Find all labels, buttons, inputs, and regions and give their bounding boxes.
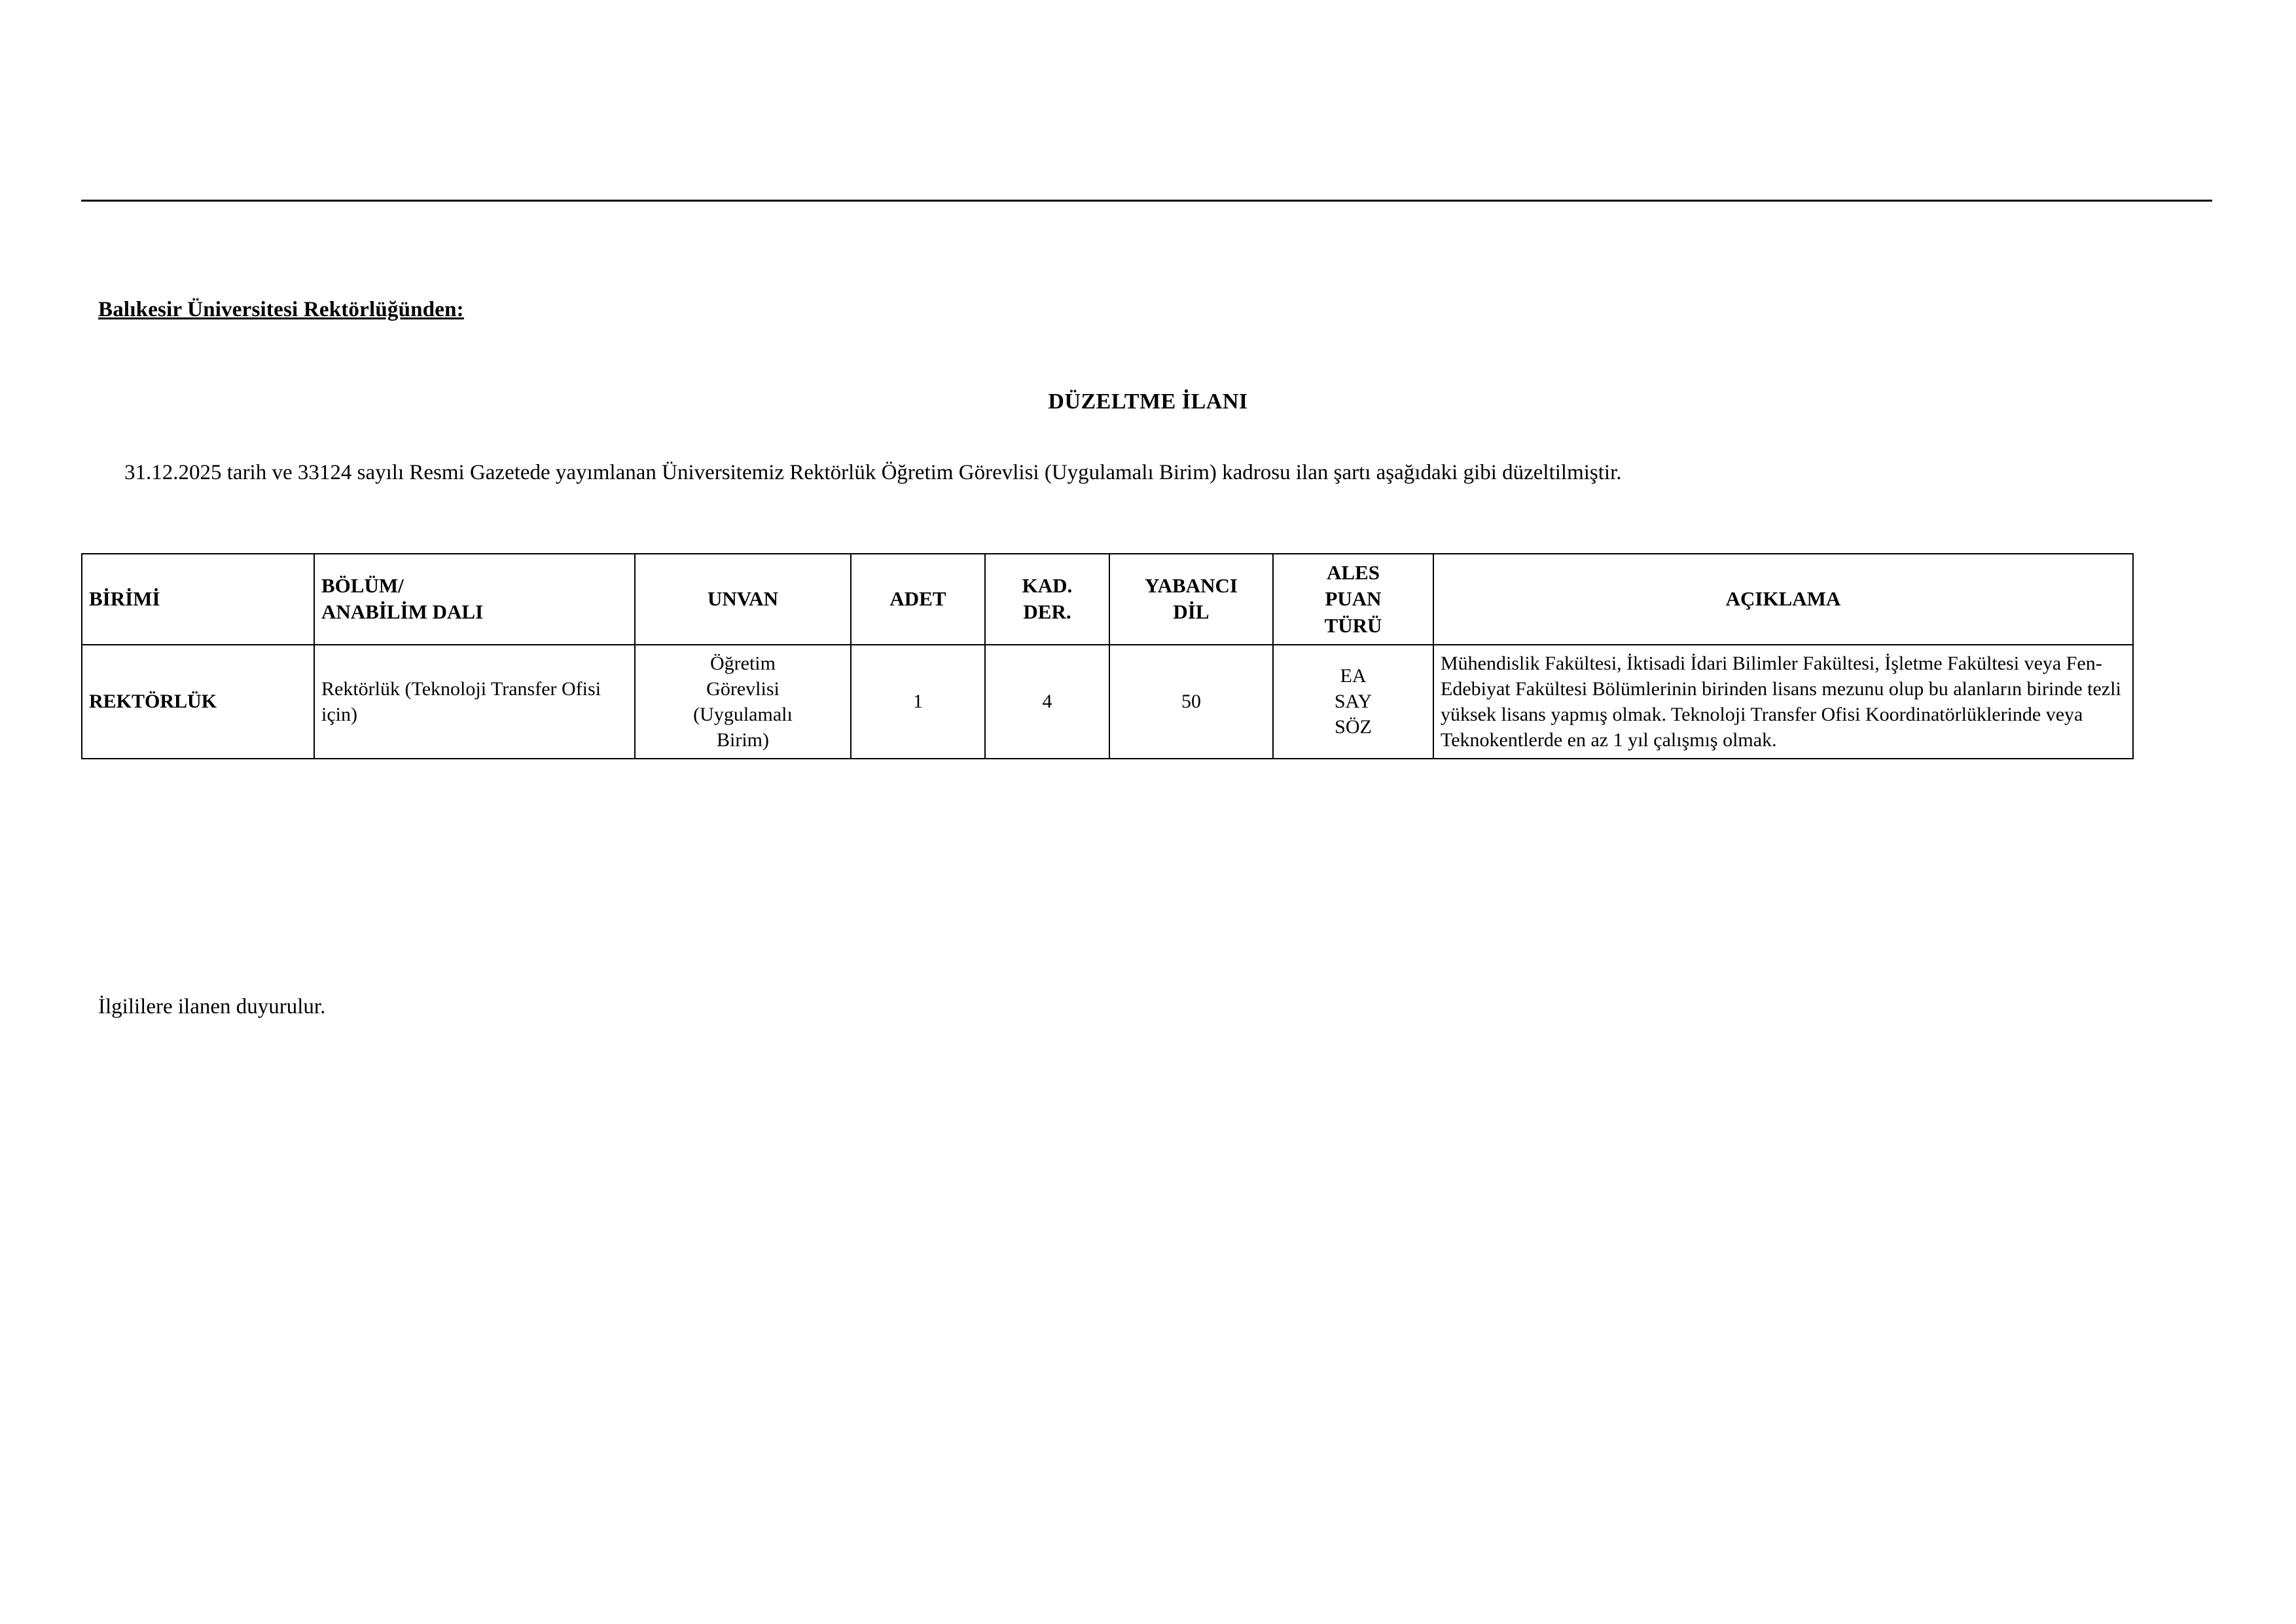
cell-birimi: REKTÖRLÜK — [82, 645, 314, 759]
table-row — [82, 645, 2133, 759]
column-header-ales-puan-turu — [1273, 554, 1433, 645]
cell-adet: 1 — [851, 645, 985, 759]
column-header-yabanci-dil — [1109, 554, 1273, 645]
column-header-unvan: UNVAN — [635, 554, 851, 645]
intro-paragraph: 31.12.2025 tarih ve 33124 sayılı Resmi Gazetede yayımlanan Üniversitemiz Rektörlük Öğretim Görevlisi (Uygulamalı Birim) kadrosu ilan şartı aşağıdaki gibi düzeltilmiştir. — [124, 461, 1622, 484]
header-divider — [81, 200, 2212, 202]
column-header-bolum — [314, 554, 635, 645]
column-header-ales-line3: TÜRÜ — [1324, 613, 1382, 637]
cell-bolum: Rektörlük (Teknoloji Transfer Ofisi için) — [314, 645, 635, 759]
column-header-bolum-line2: ANABİLİM DALI — [321, 600, 484, 624]
column-header-ales-line2: PUAN — [1325, 587, 1382, 611]
issuer-heading: Balıkesir Üniversitesi Rektörlüğünden: — [98, 298, 464, 321]
column-header-birimi: BİRİMİ — [82, 554, 314, 645]
cell-unvan — [635, 645, 851, 759]
column-header-ales-line1: ALES — [1327, 561, 1380, 584]
column-header-kad-line2: DER. — [1023, 600, 1071, 624]
cell-ales-line1: EA — [1340, 665, 1367, 687]
column-header-adet: ADET — [851, 554, 985, 645]
column-header-bolum-line1: BÖLÜM/ — [321, 574, 404, 598]
column-header-dil-line1: YABANCI — [1145, 574, 1238, 598]
kadro-table — [81, 553, 2134, 759]
cell-kad-der: 4 — [985, 645, 1109, 759]
cell-unvan-line3: (Uygulamalı — [693, 703, 793, 725]
cell-ales-line3: SÖZ — [1335, 716, 1372, 738]
column-header-kad-line1: KAD. — [1022, 574, 1073, 598]
cell-ales-line2: SAY — [1334, 691, 1372, 713]
table-header-row — [82, 554, 2133, 645]
column-header-dil-line2: DİL — [1173, 600, 1210, 624]
cell-yabanci-dil: 50 — [1109, 645, 1273, 759]
column-header-aciklama: AÇIKLAMA — [1433, 554, 2133, 645]
cell-unvan-line4: Birim) — [717, 729, 769, 751]
closing-paragraph: İlgililere ilanen duyurulur. — [98, 995, 326, 1019]
cell-unvan-line2: Görevlisi — [706, 677, 780, 700]
column-header-kad-der — [985, 554, 1109, 645]
cell-ales-puan-turu — [1273, 645, 1433, 759]
cell-aciklama: Mühendislik Fakültesi, İktisadi İdari Bilimler Fakültesi, İşletme Fakültesi veya Fen- Edebiyat Fakültesi Bölümlerinin birinden lisans mezunu olup bu alanların birinde tezli yüksek lisans yapmış olmak. Teknoloji Transfer Ofisi Koordinatörlüklerinde veya Teknokentlerde en az 1 yıl çalışmış olmak. — [1433, 645, 2133, 759]
page-title: DÜZELTME İLANI — [1048, 389, 1248, 414]
cell-unvan-line1: Öğretim — [710, 652, 776, 674]
